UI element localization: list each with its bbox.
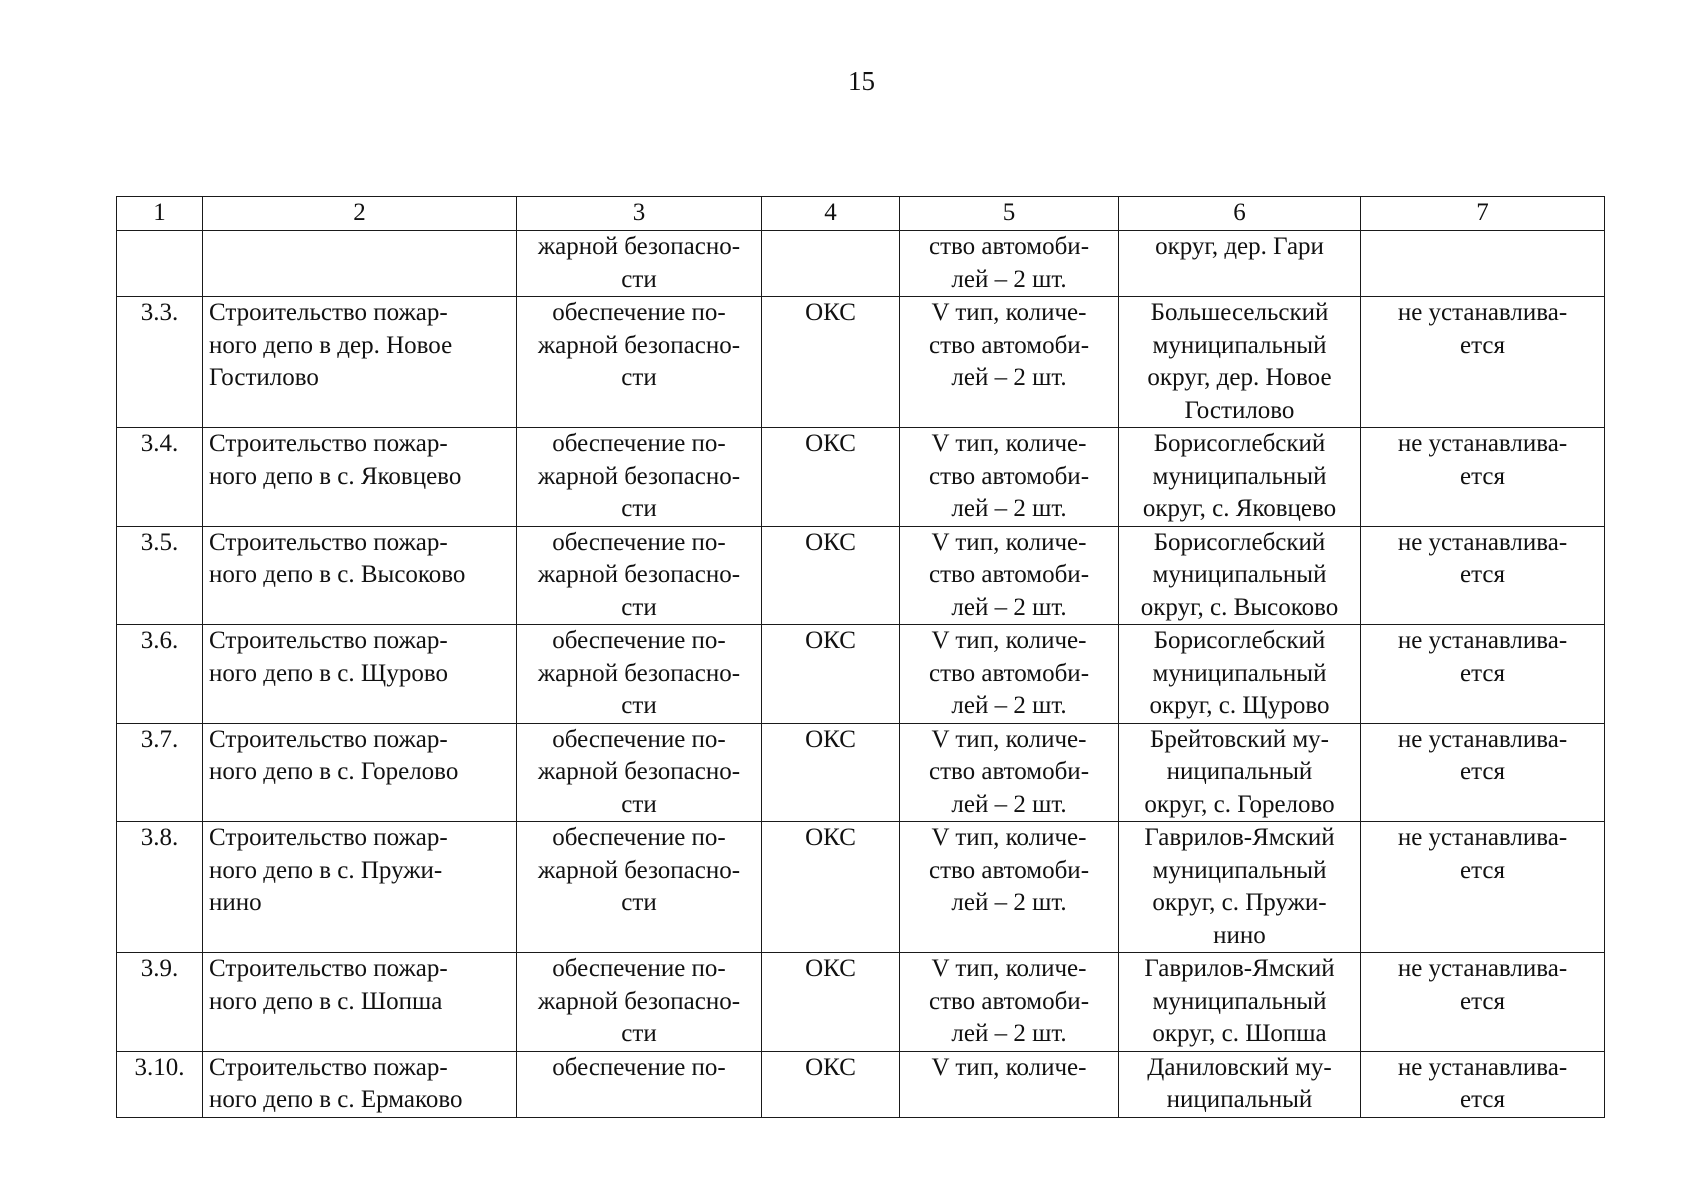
cell-text-line: ного депо в с. Яковцево bbox=[209, 462, 462, 490]
cell-text-line: не устанавлива- bbox=[1397, 430, 1568, 457]
row-number-cell bbox=[117, 428, 203, 527]
cell-text-line: не устанавлива- bbox=[1397, 627, 1568, 654]
cell-text-line: ется bbox=[1460, 561, 1505, 588]
cell-text-line: ного депо в с. Высоково bbox=[209, 561, 466, 588]
cell-text-line: муниципальный bbox=[1152, 331, 1327, 359]
purpose-cell bbox=[517, 297, 762, 428]
characteristics-cell bbox=[900, 297, 1119, 428]
cell-text-line: ниципальный bbox=[1166, 758, 1313, 785]
characteristics-cell bbox=[900, 428, 1119, 527]
column-header-4: 4 bbox=[762, 197, 900, 231]
cell-text-line: округ, с. Шопша bbox=[1152, 1020, 1327, 1047]
cell-text-line: Строительство пожар- bbox=[209, 299, 448, 326]
purpose-cell bbox=[517, 822, 762, 953]
object-type-cell bbox=[762, 1051, 900, 1117]
zone-cell bbox=[1361, 822, 1605, 953]
cell-text-line: сти bbox=[621, 1020, 657, 1047]
cell-text-line: жарной безопасно- bbox=[537, 659, 741, 687]
cell-text: ОКС bbox=[805, 299, 856, 326]
cell-text: ОКС bbox=[805, 1053, 856, 1081]
characteristics-cell bbox=[900, 231, 1119, 297]
cell-text-line: Гостилово bbox=[1184, 396, 1295, 424]
cell-text-line: лей – 2 шт. bbox=[951, 495, 1067, 522]
cell-text-line: Брейтовский му- bbox=[1150, 725, 1329, 753]
table-row bbox=[117, 625, 1605, 724]
cell-text: ОКС bbox=[805, 955, 856, 982]
cell-text-line: ется bbox=[1460, 331, 1505, 359]
object-type-cell bbox=[762, 723, 900, 822]
cell-text-line: сти bbox=[621, 265, 657, 293]
object-name-cell bbox=[203, 953, 517, 1052]
location-cell bbox=[1119, 822, 1361, 953]
object-name-cell bbox=[203, 723, 517, 822]
cell-text-line: Гаврилов-Ямский bbox=[1144, 955, 1335, 982]
cell-text: ОКС bbox=[805, 528, 856, 556]
cell-text: 3.8. bbox=[140, 824, 179, 851]
table-row bbox=[117, 822, 1605, 953]
cell-text-line: ется bbox=[1460, 758, 1505, 785]
cell-text-line: округ, с. Пружи- bbox=[1152, 889, 1327, 916]
location-cell bbox=[1119, 953, 1361, 1052]
cell-text-line: ного депо в дер. Новое bbox=[209, 331, 453, 359]
purpose-cell bbox=[517, 526, 762, 625]
cell-text-line: Строительство пожар- bbox=[209, 430, 448, 457]
document-table bbox=[116, 196, 1605, 1118]
zone-cell bbox=[1361, 953, 1605, 1052]
cell-text-line: Борисоглебский bbox=[1153, 627, 1326, 654]
cell-text-line: V тип, количе- bbox=[931, 528, 1087, 556]
cell-text-line: Большесельский bbox=[1150, 299, 1329, 326]
row-number-cell bbox=[117, 723, 203, 822]
zone-cell bbox=[1361, 625, 1605, 724]
purpose-cell bbox=[517, 1051, 762, 1117]
cell-text-line: муниципальный bbox=[1152, 561, 1327, 588]
cell-text-line: не устанавлива- bbox=[1397, 299, 1568, 326]
cell-text-line: лей – 2 шт. bbox=[951, 790, 1067, 818]
cell-text-line: не устанавлива- bbox=[1397, 528, 1568, 556]
cell-text-line: сти bbox=[621, 364, 657, 391]
cell-text-line: Строительство пожар- bbox=[209, 528, 448, 556]
cell-text-line: ство автомоби- bbox=[928, 233, 1090, 260]
object-name-cell bbox=[203, 625, 517, 724]
object-type-cell bbox=[762, 297, 900, 428]
column-header-7: 7 bbox=[1361, 197, 1605, 231]
column-header-5: 5 bbox=[900, 197, 1119, 231]
cell-text: 3.5. bbox=[140, 528, 179, 556]
location-cell bbox=[1119, 723, 1361, 822]
cell-text-line: Борисоглебский bbox=[1153, 528, 1326, 556]
cell-text-line: ного депо в с. Щурово bbox=[209, 659, 449, 687]
cell-text-line: ство автомоби- bbox=[928, 561, 1090, 588]
cell-text-line: V тип, количе- bbox=[931, 1053, 1087, 1081]
cell-text-line: сти bbox=[621, 790, 657, 818]
cell-text-line: муниципальный bbox=[1152, 659, 1327, 687]
cell-text-line: округ, с. Яковцево bbox=[1142, 495, 1337, 522]
cell-text-line: ного депо в с. Шопша bbox=[209, 987, 443, 1015]
cell-text-line: ного депо в с. Ермаково bbox=[209, 1086, 463, 1113]
cell-text-line: обеспечение по- bbox=[552, 430, 726, 457]
object-name-cell bbox=[203, 428, 517, 527]
cell-text-line: V тип, количе- bbox=[931, 725, 1087, 753]
table-row bbox=[117, 723, 1605, 822]
cell-text-line: Строительство пожар- bbox=[209, 1053, 448, 1081]
row-number-cell bbox=[117, 953, 203, 1052]
cell-text: 3.6. bbox=[140, 627, 179, 654]
cell-text-line: муниципальный bbox=[1152, 856, 1327, 884]
cell-text-line: округ, с. Высоково bbox=[1140, 593, 1339, 621]
cell-text-line: ется bbox=[1460, 659, 1505, 687]
object-type-cell bbox=[762, 428, 900, 527]
purpose-cell bbox=[517, 625, 762, 724]
zone-cell bbox=[1361, 231, 1605, 297]
cell-text-line: нино bbox=[1213, 921, 1266, 949]
cell-text-line: ниципальный bbox=[1166, 1086, 1313, 1113]
cell-text-line: жарной безопасно- bbox=[537, 331, 741, 359]
cell-text-line: ство автомоби- bbox=[928, 331, 1090, 359]
cell-text-line: сти bbox=[621, 692, 657, 719]
table-row bbox=[117, 231, 1605, 297]
cell-text-line: Даниловский му- bbox=[1147, 1053, 1332, 1081]
cell-text-line: округ, с. Горелово bbox=[1144, 790, 1335, 818]
cell-text-line: ется bbox=[1460, 856, 1505, 884]
column-header-2: 2 bbox=[203, 197, 517, 231]
location-cell bbox=[1119, 297, 1361, 428]
characteristics-cell bbox=[900, 1051, 1119, 1117]
cell-text-line: жарной безопасно- bbox=[537, 561, 741, 588]
cell-text-line: сти bbox=[621, 889, 657, 916]
purpose-cell bbox=[517, 428, 762, 527]
row-number-cell bbox=[117, 1051, 203, 1117]
cell-text-line: ство автомоби- bbox=[928, 659, 1090, 687]
table-row bbox=[117, 297, 1605, 428]
cell-text-line: не устанавлива- bbox=[1397, 955, 1568, 982]
characteristics-cell bbox=[900, 953, 1119, 1052]
cell-text: ОКС bbox=[805, 725, 856, 753]
table-body bbox=[117, 197, 1605, 1118]
zone-cell bbox=[1361, 428, 1605, 527]
object-type-cell bbox=[762, 231, 900, 297]
location-cell bbox=[1119, 625, 1361, 724]
row-number-cell bbox=[117, 231, 203, 297]
cell-text-line: обеспечение по- bbox=[552, 1053, 726, 1081]
cell-text-line: ного депо в с. Горелово bbox=[209, 758, 459, 785]
cell-text-line: нино bbox=[209, 889, 262, 916]
cell-text: 3.9. bbox=[140, 955, 179, 982]
object-type-cell bbox=[762, 822, 900, 953]
object-name-cell bbox=[203, 297, 517, 428]
row-number-cell bbox=[117, 297, 203, 428]
cell-text-line: лей – 2 шт. bbox=[951, 364, 1067, 391]
cell-text-line: жарной безопасно- bbox=[537, 462, 741, 490]
cell-text-line: V тип, количе- bbox=[931, 627, 1087, 654]
cell-text-line: жарной безопасно- bbox=[537, 987, 741, 1015]
cell-text: ОКС bbox=[805, 824, 856, 851]
cell-text-line: лей – 2 шт. bbox=[951, 889, 1067, 916]
cell-text-line: не устанавлива- bbox=[1397, 824, 1568, 851]
cell-text-line: ство автомоби- bbox=[928, 462, 1090, 490]
column-header-6: 6 bbox=[1119, 197, 1361, 231]
cell-text-line: лей – 2 шт. bbox=[951, 692, 1067, 719]
cell-text-line: обеспечение по- bbox=[552, 627, 726, 654]
location-cell bbox=[1119, 231, 1361, 297]
page-number: 15 bbox=[848, 66, 875, 96]
cell-text-line: ется bbox=[1460, 987, 1505, 1015]
column-header-3: 3 bbox=[517, 197, 762, 231]
cell-text-line: не устанавлива- bbox=[1397, 1053, 1568, 1081]
object-name-cell bbox=[203, 822, 517, 953]
cell-text-line: лей – 2 шт. bbox=[951, 265, 1067, 293]
table-row bbox=[117, 526, 1605, 625]
cell-text-line: округ, с. Щурово bbox=[1149, 692, 1330, 719]
cell-text-line: V тип, количе- bbox=[931, 955, 1087, 982]
cell-text-line: сти bbox=[621, 593, 657, 621]
cell-text-line: V тип, количе- bbox=[931, 430, 1087, 457]
cell-text-line: ство автомоби- bbox=[928, 758, 1090, 785]
cell-text-line: V тип, количе- bbox=[931, 824, 1087, 851]
cell-text-line: Строительство пожар- bbox=[209, 725, 448, 753]
characteristics-cell bbox=[900, 526, 1119, 625]
cell-text-line: ство автомоби- bbox=[928, 856, 1090, 884]
zone-cell bbox=[1361, 723, 1605, 822]
purpose-cell bbox=[517, 231, 762, 297]
cell-text-line: V тип, количе- bbox=[931, 299, 1087, 326]
location-cell bbox=[1119, 428, 1361, 527]
object-name-cell bbox=[203, 526, 517, 625]
purpose-cell bbox=[517, 723, 762, 822]
table-row bbox=[117, 1051, 1605, 1117]
cell-text: ОКС bbox=[805, 430, 856, 457]
cell-text-line: не устанавлива- bbox=[1397, 725, 1568, 753]
cell-text-line: Гостилово bbox=[209, 364, 319, 391]
table-row bbox=[117, 953, 1605, 1052]
cell-text-line: Борисоглебский bbox=[1153, 430, 1326, 457]
cell-text-line: обеспечение по- bbox=[552, 528, 726, 556]
cell-text-line: сти bbox=[621, 495, 657, 522]
cell-text-line: муниципальный bbox=[1152, 462, 1327, 490]
cell-text-line: жарной безопасно- bbox=[537, 856, 741, 884]
cell-text-line: ного депо в с. Пружи- bbox=[209, 856, 443, 884]
characteristics-cell bbox=[900, 625, 1119, 724]
purpose-cell bbox=[517, 953, 762, 1052]
object-name-cell bbox=[203, 1051, 517, 1117]
cell-text: 3.7. bbox=[140, 725, 179, 753]
object-type-cell bbox=[762, 625, 900, 724]
row-number-cell bbox=[117, 822, 203, 953]
cell-text-line: ется bbox=[1460, 462, 1505, 490]
cell-text-line: лей – 2 шт. bbox=[951, 593, 1067, 621]
object-type-cell bbox=[762, 953, 900, 1052]
cell-text-line: ется bbox=[1460, 1086, 1505, 1113]
cell-text-line: муниципальный bbox=[1152, 987, 1327, 1015]
cell-text-line: обеспечение по- bbox=[552, 824, 726, 851]
cell-text-line: Гаврилов-Ямский bbox=[1144, 824, 1335, 851]
characteristics-cell bbox=[900, 723, 1119, 822]
cell-text-line: обеспечение по- bbox=[552, 725, 726, 753]
table-row bbox=[117, 428, 1605, 527]
cell-text: ОКС bbox=[805, 627, 856, 654]
cell-text-line: лей – 2 шт. bbox=[951, 1020, 1067, 1047]
zone-cell bbox=[1361, 526, 1605, 625]
cell-text-line: округ, дер. Гари bbox=[1155, 233, 1324, 260]
cell-text-line: жарной безопасно- bbox=[537, 758, 741, 785]
cell-text-line: ство автомоби- bbox=[928, 987, 1090, 1015]
characteristics-cell bbox=[900, 822, 1119, 953]
object-type-cell bbox=[762, 526, 900, 625]
cell-text-line: Строительство пожар- bbox=[209, 824, 448, 851]
cell-text: 3.4. bbox=[140, 430, 179, 457]
cell-text: 3.3. bbox=[140, 299, 179, 326]
table-header-row bbox=[117, 197, 1605, 231]
cell-text-line: обеспечение по- bbox=[552, 955, 726, 982]
cell-text-line: округ, дер. Новое bbox=[1147, 364, 1332, 391]
zone-cell bbox=[1361, 1051, 1605, 1117]
cell-text-line: обеспечение по- bbox=[552, 299, 726, 326]
row-number-cell bbox=[117, 526, 203, 625]
object-name-cell bbox=[203, 231, 517, 297]
location-cell bbox=[1119, 1051, 1361, 1117]
cell-text-line: жарной безопасно- bbox=[537, 233, 741, 260]
cell-text-line: Строительство пожар- bbox=[209, 955, 448, 982]
cell-text-line: Строительство пожар- bbox=[209, 627, 448, 654]
cell-text: 3.10. bbox=[134, 1053, 185, 1081]
zone-cell bbox=[1361, 297, 1605, 428]
column-header-1: 1 bbox=[117, 197, 203, 231]
row-number-cell bbox=[117, 625, 203, 724]
location-cell bbox=[1119, 526, 1361, 625]
